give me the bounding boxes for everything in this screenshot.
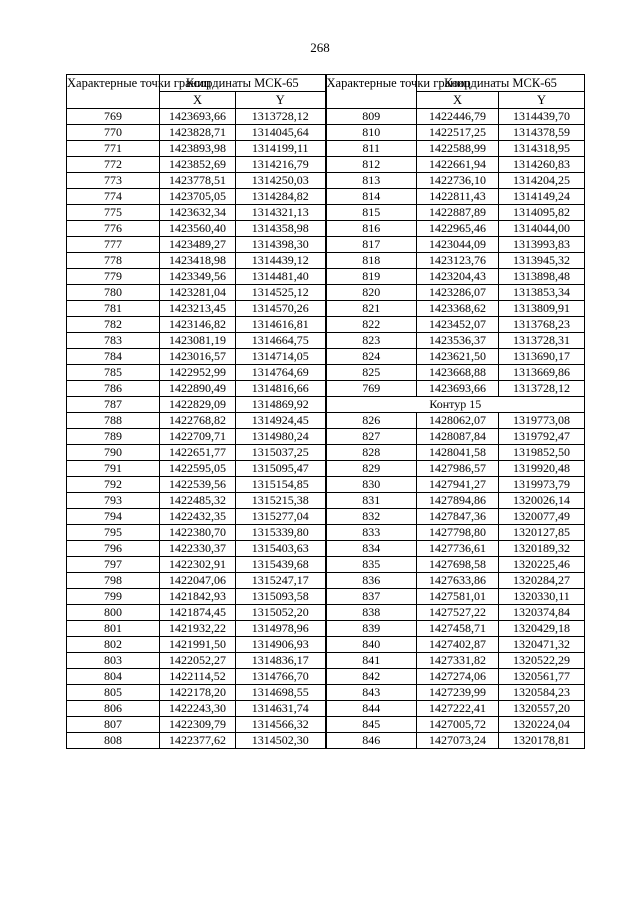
right-y-cell: 1314204,25 [499, 173, 585, 189]
right-y-cell: 1320284,27 [499, 573, 585, 589]
left-y-cell: 1314980,24 [236, 429, 326, 445]
left-x-cell: 1421842,93 [160, 589, 236, 605]
right-x-cell: 1423204,43 [417, 269, 499, 285]
right-x-cell: 1423668,88 [417, 365, 499, 381]
left-x-cell: 1422330,37 [160, 541, 236, 557]
table-row [67, 221, 585, 237]
right-x-cell: 1423452,07 [417, 317, 499, 333]
table-row [67, 461, 585, 477]
table-row [67, 253, 585, 269]
right-y-cell: 1320561,77 [499, 669, 585, 685]
left-x-cell: 1423281,04 [160, 285, 236, 301]
right-point-cell: 816 [326, 221, 417, 237]
right-y-cell: 1320178,81 [499, 733, 585, 749]
right-x-cell: 1422736,10 [417, 173, 499, 189]
header-y-right: Y [499, 92, 585, 109]
right-x-cell: 1422517,25 [417, 125, 499, 141]
left-y-cell: 1314358,98 [236, 221, 326, 237]
left-point-cell: 789 [67, 429, 160, 445]
left-x-cell: 1423893,98 [160, 141, 236, 157]
left-point-cell: 783 [67, 333, 160, 349]
left-y-cell: 1315277,04 [236, 509, 326, 525]
left-point-cell: 800 [67, 605, 160, 621]
left-point-cell: 772 [67, 157, 160, 173]
table-row [67, 141, 585, 157]
right-x-cell: 1428041,58 [417, 445, 499, 461]
left-x-cell: 1422768,82 [160, 413, 236, 429]
right-point-cell: 831 [326, 493, 417, 509]
right-y-cell: 1320471,32 [499, 637, 585, 653]
right-x-cell: 1427847,36 [417, 509, 499, 525]
left-y-cell: 1314045,64 [236, 125, 326, 141]
right-point-cell: 817 [326, 237, 417, 253]
left-y-cell: 1314439,12 [236, 253, 326, 269]
left-y-cell: 1314816,66 [236, 381, 326, 397]
right-y-cell: 1313945,32 [499, 253, 585, 269]
right-y-cell: 1320522,29 [499, 653, 585, 669]
table-row [67, 333, 585, 349]
right-x-cell: 1427798,80 [417, 525, 499, 541]
left-y-cell: 1314216,79 [236, 157, 326, 173]
right-y-cell: 1320127,85 [499, 525, 585, 541]
right-point-cell: 823 [326, 333, 417, 349]
left-point-cell: 804 [67, 669, 160, 685]
table-row [67, 445, 585, 461]
left-point-cell: 803 [67, 653, 160, 669]
coordinates-table [66, 74, 585, 749]
right-y-cell: 1313898,48 [499, 269, 585, 285]
right-point-cell: 821 [326, 301, 417, 317]
right-point-cell: 836 [326, 573, 417, 589]
left-y-cell: 1314764,69 [236, 365, 326, 381]
right-y-cell: 1320429,18 [499, 621, 585, 637]
right-x-cell: 1422887,89 [417, 205, 499, 221]
left-x-cell: 1422651,77 [160, 445, 236, 461]
left-y-cell: 1315439,68 [236, 557, 326, 573]
left-x-cell: 1423489,27 [160, 237, 236, 253]
left-point-cell: 795 [67, 525, 160, 541]
left-x-cell: 1422047,06 [160, 573, 236, 589]
left-point-cell: 799 [67, 589, 160, 605]
left-point-cell: 776 [67, 221, 160, 237]
left-x-cell: 1423146,82 [160, 317, 236, 333]
left-point-cell: 774 [67, 189, 160, 205]
left-point-cell: 775 [67, 205, 160, 221]
table-row [67, 397, 585, 413]
right-x-cell: 1423693,66 [417, 381, 499, 397]
right-point-cell: 842 [326, 669, 417, 685]
table-row [67, 621, 585, 637]
right-x-cell: 1427527,22 [417, 605, 499, 621]
right-y-cell: 1313728,12 [499, 381, 585, 397]
right-y-cell: 1313728,31 [499, 333, 585, 349]
table-row [67, 365, 585, 381]
left-y-cell: 1314199,11 [236, 141, 326, 157]
left-y-cell: 1314924,45 [236, 413, 326, 429]
right-y-cell: 1319773,08 [499, 413, 585, 429]
right-x-cell: 1428062,07 [417, 413, 499, 429]
right-x-cell: 1423123,76 [417, 253, 499, 269]
right-x-cell: 1427698,58 [417, 557, 499, 573]
table-row [67, 413, 585, 429]
right-x-cell: 1427331,82 [417, 653, 499, 669]
left-x-cell: 1422952,99 [160, 365, 236, 381]
table-row [67, 701, 585, 717]
left-point-cell: 791 [67, 461, 160, 477]
right-y-cell: 1313669,86 [499, 365, 585, 381]
table-row [67, 573, 585, 589]
right-x-cell: 1422965,46 [417, 221, 499, 237]
right-x-cell: 1422661,94 [417, 157, 499, 173]
table-row [67, 525, 585, 541]
header-coords-left: Координаты МСК-65 [160, 75, 326, 92]
header-points-right: Характерные точки границ [326, 75, 417, 109]
right-point-cell: 827 [326, 429, 417, 445]
table-row [67, 733, 585, 749]
left-y-cell: 1314766,70 [236, 669, 326, 685]
right-point-cell: 815 [326, 205, 417, 221]
left-x-cell: 1422178,20 [160, 685, 236, 701]
table-row [67, 557, 585, 573]
left-y-cell: 1314525,12 [236, 285, 326, 301]
left-x-cell: 1421932,22 [160, 621, 236, 637]
left-point-cell: 784 [67, 349, 160, 365]
right-y-cell: 1320077,49 [499, 509, 585, 525]
right-x-cell: 1428087,84 [417, 429, 499, 445]
right-y-cell: 1314260,83 [499, 157, 585, 173]
table-row [67, 189, 585, 205]
left-x-cell: 1422114,52 [160, 669, 236, 685]
table-row [67, 317, 585, 333]
left-point-cell: 794 [67, 509, 160, 525]
left-x-cell: 1423081,19 [160, 333, 236, 349]
left-y-cell: 1314284,82 [236, 189, 326, 205]
table-row [67, 493, 585, 509]
right-y-cell: 1320224,04 [499, 717, 585, 733]
page-number: 268 [310, 40, 330, 55]
table-row [67, 301, 585, 317]
right-x-cell: 1427941,27 [417, 477, 499, 493]
table-row [67, 685, 585, 701]
left-point-cell: 787 [67, 397, 160, 413]
left-y-cell: 1314869,92 [236, 397, 326, 413]
right-point-cell: 832 [326, 509, 417, 525]
left-point-cell: 807 [67, 717, 160, 733]
left-x-cell: 1422309,79 [160, 717, 236, 733]
left-point-cell: 785 [67, 365, 160, 381]
right-y-cell: 1320374,84 [499, 605, 585, 621]
right-point-cell: 810 [326, 125, 417, 141]
right-y-cell: 1319973,79 [499, 477, 585, 493]
right-x-cell: 1427736,61 [417, 541, 499, 557]
left-point-cell: 781 [67, 301, 160, 317]
left-point-cell: 788 [67, 413, 160, 429]
table-row [67, 237, 585, 253]
table-row [67, 717, 585, 733]
left-y-cell: 1314664,75 [236, 333, 326, 349]
right-y-cell: 1313690,17 [499, 349, 585, 365]
table-row [67, 173, 585, 189]
left-point-cell: 769 [67, 109, 160, 125]
right-y-cell: 1313993,83 [499, 237, 585, 253]
right-y-cell: 1314318,95 [499, 141, 585, 157]
right-x-cell: 1427581,01 [417, 589, 499, 605]
right-point-cell: 812 [326, 157, 417, 173]
right-y-cell: 1320026,14 [499, 493, 585, 509]
right-point-cell: 843 [326, 685, 417, 701]
left-x-cell: 1423828,71 [160, 125, 236, 141]
right-x-cell: 1423368,62 [417, 301, 499, 317]
left-x-cell: 1422485,32 [160, 493, 236, 509]
right-x-cell: 1427458,71 [417, 621, 499, 637]
left-point-cell: 798 [67, 573, 160, 589]
left-x-cell: 1422890,49 [160, 381, 236, 397]
left-x-cell: 1421991,50 [160, 637, 236, 653]
left-y-cell: 1313728,12 [236, 109, 326, 125]
right-point-cell: 834 [326, 541, 417, 557]
left-x-cell: 1422595,05 [160, 461, 236, 477]
right-point-cell: 828 [326, 445, 417, 461]
table-row [67, 381, 585, 397]
right-x-cell: 1427073,24 [417, 733, 499, 749]
left-point-cell: 802 [67, 637, 160, 653]
right-x-cell: 1427633,86 [417, 573, 499, 589]
right-y-cell: 1313768,23 [499, 317, 585, 333]
left-point-cell: 771 [67, 141, 160, 157]
left-point-cell: 786 [67, 381, 160, 397]
left-x-cell: 1423693,66 [160, 109, 236, 125]
left-point-cell: 801 [67, 621, 160, 637]
left-x-cell: 1422829,09 [160, 397, 236, 413]
left-y-cell: 1314714,05 [236, 349, 326, 365]
table-row [67, 349, 585, 365]
left-point-cell: 770 [67, 125, 160, 141]
table-row [67, 125, 585, 141]
right-x-cell: 1422446,79 [417, 109, 499, 125]
left-y-cell: 1314321,13 [236, 205, 326, 221]
right-x-cell: 1423536,37 [417, 333, 499, 349]
right-point-cell: 824 [326, 349, 417, 365]
right-y-cell: 1314439,70 [499, 109, 585, 125]
left-y-cell: 1314250,03 [236, 173, 326, 189]
right-x-cell: 1427222,41 [417, 701, 499, 717]
left-x-cell: 1423705,05 [160, 189, 236, 205]
left-x-cell: 1423349,56 [160, 269, 236, 285]
left-point-cell: 790 [67, 445, 160, 461]
right-y-cell: 1320557,20 [499, 701, 585, 717]
right-point-cell: 820 [326, 285, 417, 301]
header-x-left: X [160, 92, 236, 109]
header-points-left: Характерные точки границ [67, 75, 160, 109]
left-x-cell: 1422243,30 [160, 701, 236, 717]
right-y-cell: 1314378,59 [499, 125, 585, 141]
left-x-cell: 1422302,91 [160, 557, 236, 573]
right-y-cell: 1320584,23 [499, 685, 585, 701]
left-y-cell: 1314836,17 [236, 653, 326, 669]
right-x-cell: 1427986,57 [417, 461, 499, 477]
left-y-cell: 1315037,25 [236, 445, 326, 461]
left-point-cell: 779 [67, 269, 160, 285]
left-y-cell: 1314570,26 [236, 301, 326, 317]
right-x-cell: 1422588,99 [417, 141, 499, 157]
right-x-cell: 1422811,43 [417, 189, 499, 205]
right-y-cell: 1320189,32 [499, 541, 585, 557]
right-x-cell: 1423044,09 [417, 237, 499, 253]
right-point-cell: 825 [326, 365, 417, 381]
right-point-cell: 769 [326, 381, 417, 397]
left-y-cell: 1315095,47 [236, 461, 326, 477]
left-point-cell: 806 [67, 701, 160, 717]
left-point-cell: 777 [67, 237, 160, 253]
left-y-cell: 1314906,93 [236, 637, 326, 653]
right-x-cell: 1427274,06 [417, 669, 499, 685]
left-x-cell: 1423016,57 [160, 349, 236, 365]
left-x-cell: 1422380,70 [160, 525, 236, 541]
left-y-cell: 1315403,63 [236, 541, 326, 557]
right-point-cell: 813 [326, 173, 417, 189]
right-point-cell: 826 [326, 413, 417, 429]
table-body [67, 109, 585, 749]
left-point-cell: 778 [67, 253, 160, 269]
right-point-cell: 844 [326, 701, 417, 717]
left-point-cell: 792 [67, 477, 160, 493]
left-y-cell: 1314481,40 [236, 269, 326, 285]
left-x-cell: 1423852,69 [160, 157, 236, 173]
left-y-cell: 1315215,38 [236, 493, 326, 509]
left-x-cell: 1421874,45 [160, 605, 236, 621]
right-point-cell: 829 [326, 461, 417, 477]
right-y-cell: 1314149,24 [499, 189, 585, 205]
table-row [67, 541, 585, 557]
right-point-cell: 814 [326, 189, 417, 205]
left-point-cell: 793 [67, 493, 160, 509]
left-point-cell: 797 [67, 557, 160, 573]
right-point-cell: 839 [326, 621, 417, 637]
right-x-cell: 1427402,87 [417, 637, 499, 653]
left-point-cell: 805 [67, 685, 160, 701]
left-y-cell: 1315154,85 [236, 477, 326, 493]
right-y-cell: 1319792,47 [499, 429, 585, 445]
left-x-cell: 1423418,98 [160, 253, 236, 269]
left-y-cell: 1315052,20 [236, 605, 326, 621]
right-y-cell: 1319852,50 [499, 445, 585, 461]
right-point-cell: 835 [326, 557, 417, 573]
left-y-cell: 1314631,74 [236, 701, 326, 717]
right-point-cell: 809 [326, 109, 417, 125]
right-y-cell: 1313809,91 [499, 301, 585, 317]
table-row [67, 477, 585, 493]
right-y-cell: 1320330,11 [499, 589, 585, 605]
header-y-left: Y [236, 92, 326, 109]
left-x-cell: 1423560,40 [160, 221, 236, 237]
left-x-cell: 1422377,62 [160, 733, 236, 749]
right-point-cell: 837 [326, 589, 417, 605]
left-y-cell: 1315339,80 [236, 525, 326, 541]
right-point-cell: 833 [326, 525, 417, 541]
left-x-cell: 1422539,56 [160, 477, 236, 493]
right-x-cell: 1427239,99 [417, 685, 499, 701]
left-point-cell: 780 [67, 285, 160, 301]
left-point-cell: 782 [67, 317, 160, 333]
right-y-cell: 1320225,46 [499, 557, 585, 573]
table-row [67, 285, 585, 301]
table-row [67, 269, 585, 285]
left-x-cell: 1422052,27 [160, 653, 236, 669]
table-row [67, 205, 585, 221]
right-point-cell: 845 [326, 717, 417, 733]
table-row [67, 109, 585, 125]
right-point-cell: 830 [326, 477, 417, 493]
table-row [67, 669, 585, 685]
right-x-cell: 1423621,50 [417, 349, 499, 365]
left-x-cell: 1422709,71 [160, 429, 236, 445]
table-row [67, 589, 585, 605]
right-point-cell: 846 [326, 733, 417, 749]
table-row [67, 429, 585, 445]
right-point-cell: 819 [326, 269, 417, 285]
left-x-cell: 1423632,34 [160, 205, 236, 221]
left-y-cell: 1314698,55 [236, 685, 326, 701]
right-point-cell: 840 [326, 637, 417, 653]
left-y-cell: 1315093,58 [236, 589, 326, 605]
left-point-cell: 773 [67, 173, 160, 189]
right-x-cell: 1423286,07 [417, 285, 499, 301]
right-point-cell: 822 [326, 317, 417, 333]
right-point-cell: 838 [326, 605, 417, 621]
header-coords-right: Координаты МСК-65 [417, 75, 585, 92]
table-row [67, 637, 585, 653]
left-y-cell: 1314616,81 [236, 317, 326, 333]
right-point-cell: 811 [326, 141, 417, 157]
left-x-cell: 1423213,45 [160, 301, 236, 317]
right-y-cell: 1319920,48 [499, 461, 585, 477]
left-y-cell: 1314566,32 [236, 717, 326, 733]
right-y-cell: 1314095,82 [499, 205, 585, 221]
left-point-cell: 796 [67, 541, 160, 557]
left-y-cell: 1314978,96 [236, 621, 326, 637]
right-y-cell: 1314044,00 [499, 221, 585, 237]
right-point-cell: 841 [326, 653, 417, 669]
table-row [67, 157, 585, 173]
contour-label-cell: Контур 15 [326, 397, 585, 413]
right-point-cell: 818 [326, 253, 417, 269]
left-x-cell: 1423778,51 [160, 173, 236, 189]
table-row [67, 509, 585, 525]
table-row [67, 653, 585, 669]
table-row [67, 605, 585, 621]
header-x-right: X [417, 92, 499, 109]
left-x-cell: 1422432,35 [160, 509, 236, 525]
right-x-cell: 1427005,72 [417, 717, 499, 733]
left-y-cell: 1314398,30 [236, 237, 326, 253]
left-point-cell: 808 [67, 733, 160, 749]
left-y-cell: 1314502,30 [236, 733, 326, 749]
right-x-cell: 1427894,86 [417, 493, 499, 509]
left-y-cell: 1315247,17 [236, 573, 326, 589]
right-y-cell: 1313853,34 [499, 285, 585, 301]
